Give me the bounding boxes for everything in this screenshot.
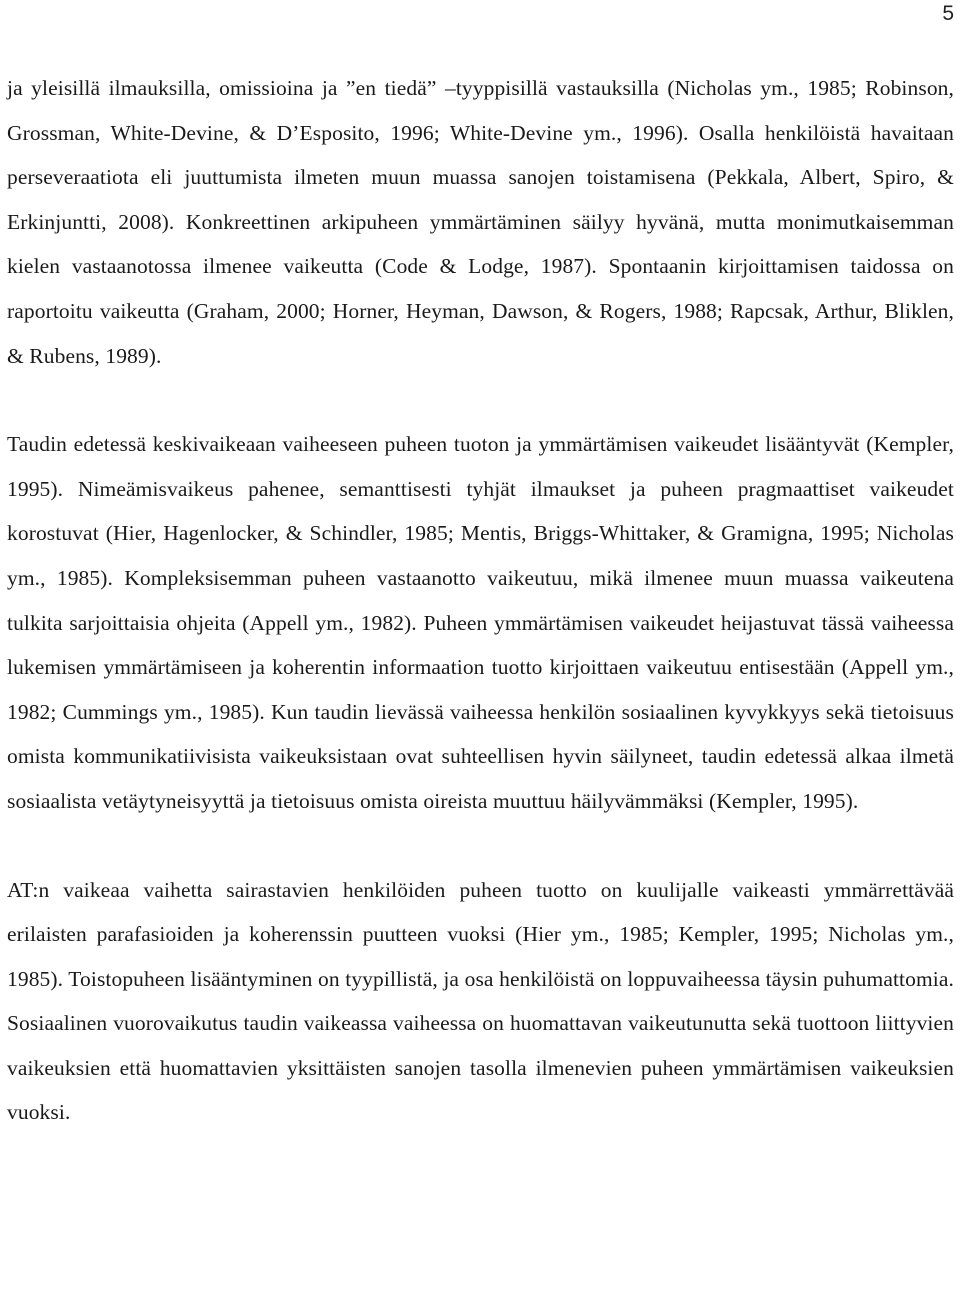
- paragraph-3: AT:n vaikeaa vaihetta sairastavien henkilöiden puheen tuotto on kuulijalle vaikeasti ymmärrettävää erilaisten parafasioiden ja koherenssin puutteen vuoksi (Hier ym., 1985; Kempler, 1995; Nicholas ym., 1985). Toistopuheen lisääntyminen on tyypillistä, ja osa henkilöistä on loppuvaiheessa täysin puhumattomia. Sosiaalinen vuorovaikutus taudin vaikeassa vaiheessa on huomattavan vaikeutunutta sekä tuottoon liittyvien vaikeuksien että huomattavien yksittäisten sanojen tasolla ilmenevien puheen ymmärtämisen vaikeuksien vuoksi.: [7, 877, 954, 1125]
- page-number: 5: [942, 2, 954, 25]
- document-body: [7, 66, 954, 1135]
- paragraph-1: ja yleisillä ilmauksilla, omissioina ja ”en tiedä” –tyyppisillä vastauksilla (Nicholas ym., 1985; Robinson, Grossman, White-Devine, & D’Esposito, 1996; White-Devine ym., 1996). Osalla henkilöistä havaitaan perseveraatiota eli juuttumista ilmeten muun muassa sanojen toistamisena (Pekkala, Albert, Spiro, & Erkinjuntti, 2008). Konkreettinen arkipuheen ymmärtäminen säilyy hyvänä, mutta monimutkaisemman kielen vastaanotossa ilmenee vaikeutta (Code & Lodge, 1987). Spontaanin kirjoittamisen taidossa on raportoitu vaikeutta (Graham, 2000; Horner, Heyman, Dawson, & Rogers, 1988; Rapcsak, Arthur, Bliklen, & Rubens, 1989).: [7, 76, 954, 368]
- paragraph-2: Taudin edetessä keskivaikeaan vaiheeseen puheen tuoton ja ymmärtämisen vaikeudet lisääntyvät (Kempler, 1995). Nimeämisvaikeus pahenee, semanttisesti tyhjät ilmaukset ja puheen pragmaattiset vaikeudet korostuvat (Hier, Hagenlocker, & Schindler, 1985; Mentis, Briggs-Whittaker, & Gramigna, 1995; Nicholas ym., 1985). Kompleksisemman puheen vastaanotto vaikeutuu, mikä ilmenee muun muassa vaikeutena tulkita sarjoittaisia ohjeita (Appell ym., 1982). Puheen ymmärtämisen vaikeudet heijastuvat tässä vaiheessa lukemisen ymmärtämiseen ja koherentin informaation tuotto kirjoittaen vaikeutuu entisestään (Appell ym., 1982; Cummings ym., 1985). Kun taudin lievässä vaiheessa henkilön sosiaalinen kyvykkyys sekä tietoisuus omista kommunikatiivisista vaikeuksistaan ovat suhteellisen hyvin säilyneet, taudin edetessä alkaa ilmetä sosiaalista vetäytyneisyyttä ja tietoisuus omista oireista muuttuu häilyvämmäksi (Kempler, 1995).: [7, 432, 954, 813]
